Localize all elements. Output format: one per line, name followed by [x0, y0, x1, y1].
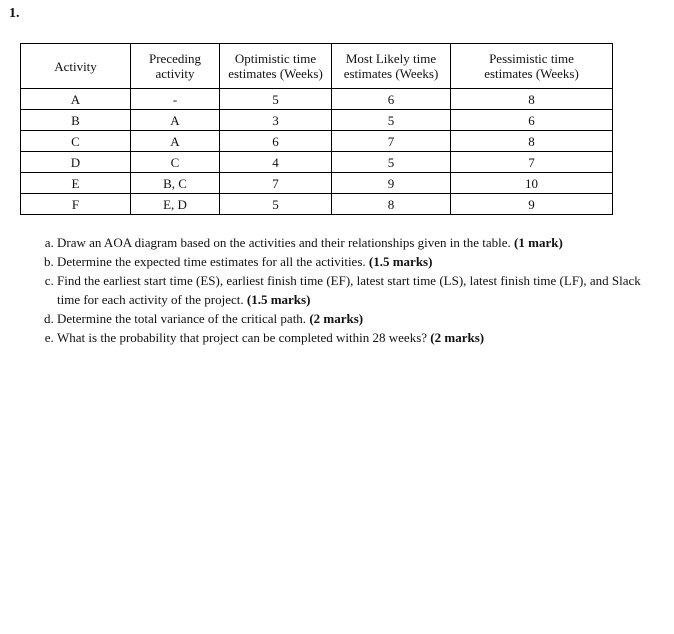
- cell-optimistic: 4: [220, 152, 332, 173]
- cell-activity: C: [21, 131, 131, 152]
- question-text: Determine the total variance of the critical path.: [57, 311, 310, 326]
- table-header-row: [21, 44, 613, 89]
- cell-optimistic: 6: [220, 131, 332, 152]
- question-text: What is the probability that project can be completed within 28 weeks?: [57, 330, 431, 345]
- header-pessimistic: [451, 44, 613, 89]
- cell-pessimistic: 8: [451, 89, 613, 110]
- cell-most-likely: 7: [332, 131, 451, 152]
- cell-most-likely: 9: [332, 173, 451, 194]
- header-optimistic-line1: Optimistic time: [234, 51, 317, 66]
- header-pessimistic-line1: Pessimistic time: [489, 51, 574, 66]
- table-row: [21, 89, 613, 110]
- header-preceding: [131, 44, 220, 89]
- question-number: 1.: [9, 6, 20, 21]
- cell-activity: E: [21, 173, 131, 194]
- question-item-e: [57, 328, 657, 347]
- cell-optimistic: 5: [220, 194, 332, 215]
- cell-optimistic: 7: [220, 173, 332, 194]
- question-item-a: [57, 233, 657, 252]
- table-row: [21, 131, 613, 152]
- question-item-d: [57, 309, 657, 328]
- question-item-c: [57, 271, 657, 309]
- question-marks: (2 marks): [309, 311, 364, 326]
- cell-activity: D: [21, 152, 131, 173]
- cell-pessimistic: 6: [451, 110, 613, 131]
- question-list: [32, 233, 657, 347]
- cell-preceding: -: [131, 89, 220, 110]
- header-optimistic: [220, 44, 332, 89]
- cell-pessimistic: 7: [451, 152, 613, 173]
- cell-preceding: A: [131, 110, 220, 131]
- question-item-b: [57, 252, 657, 271]
- cell-preceding: B, C: [131, 173, 220, 194]
- cell-preceding: C: [131, 152, 220, 173]
- table-row: [21, 194, 613, 215]
- cell-preceding: E, D: [131, 194, 220, 215]
- cell-optimistic: 3: [220, 110, 332, 131]
- header-activity-label: Activity: [54, 58, 97, 74]
- header-optimistic-line2: estimates (Weeks): [228, 66, 323, 81]
- question-text: Find the earliest start time (ES), earliest finish time (EF), latest start time (LS), latest finish time (LF), and Slack time for each activity of the project.: [57, 273, 641, 307]
- cell-activity: F: [21, 194, 131, 215]
- header-most-likely-line1: Most Likely time: [345, 51, 437, 66]
- activity-table: [20, 43, 613, 215]
- question-text: Determine the expected time estimates for all the activities.: [57, 254, 369, 269]
- cell-most-likely: 6: [332, 89, 451, 110]
- cell-activity: B: [21, 110, 131, 131]
- header-activity: [21, 44, 131, 89]
- cell-preceding: A: [131, 131, 220, 152]
- table-row: [21, 173, 613, 194]
- cell-most-likely: 5: [332, 152, 451, 173]
- cell-most-likely: 8: [332, 194, 451, 215]
- cell-pessimistic: 9: [451, 194, 613, 215]
- cell-most-likely: 5: [332, 110, 451, 131]
- header-pessimistic-line2: estimates (Weeks): [484, 66, 579, 81]
- question-marks: (1.5 marks): [246, 292, 311, 307]
- table-row: [21, 110, 613, 131]
- table-row: [21, 152, 613, 173]
- cell-pessimistic: 10: [451, 173, 613, 194]
- cell-activity: A: [21, 89, 131, 110]
- header-preceding-line2: activity: [155, 66, 195, 81]
- header-preceding-line1: Preceding: [149, 51, 201, 66]
- question-marks: (1 mark): [514, 235, 563, 250]
- question-marks: (1.5 marks): [368, 254, 433, 269]
- question-marks: (2 marks): [430, 330, 485, 345]
- question-text: Draw an AOA diagram based on the activities and their relationships given in the table.: [57, 235, 515, 250]
- cell-pessimistic: 8: [451, 131, 613, 152]
- header-most-likely-line2: estimates (Weeks): [343, 66, 439, 81]
- header-most-likely: [332, 44, 451, 89]
- cell-optimistic: 5: [220, 89, 332, 110]
